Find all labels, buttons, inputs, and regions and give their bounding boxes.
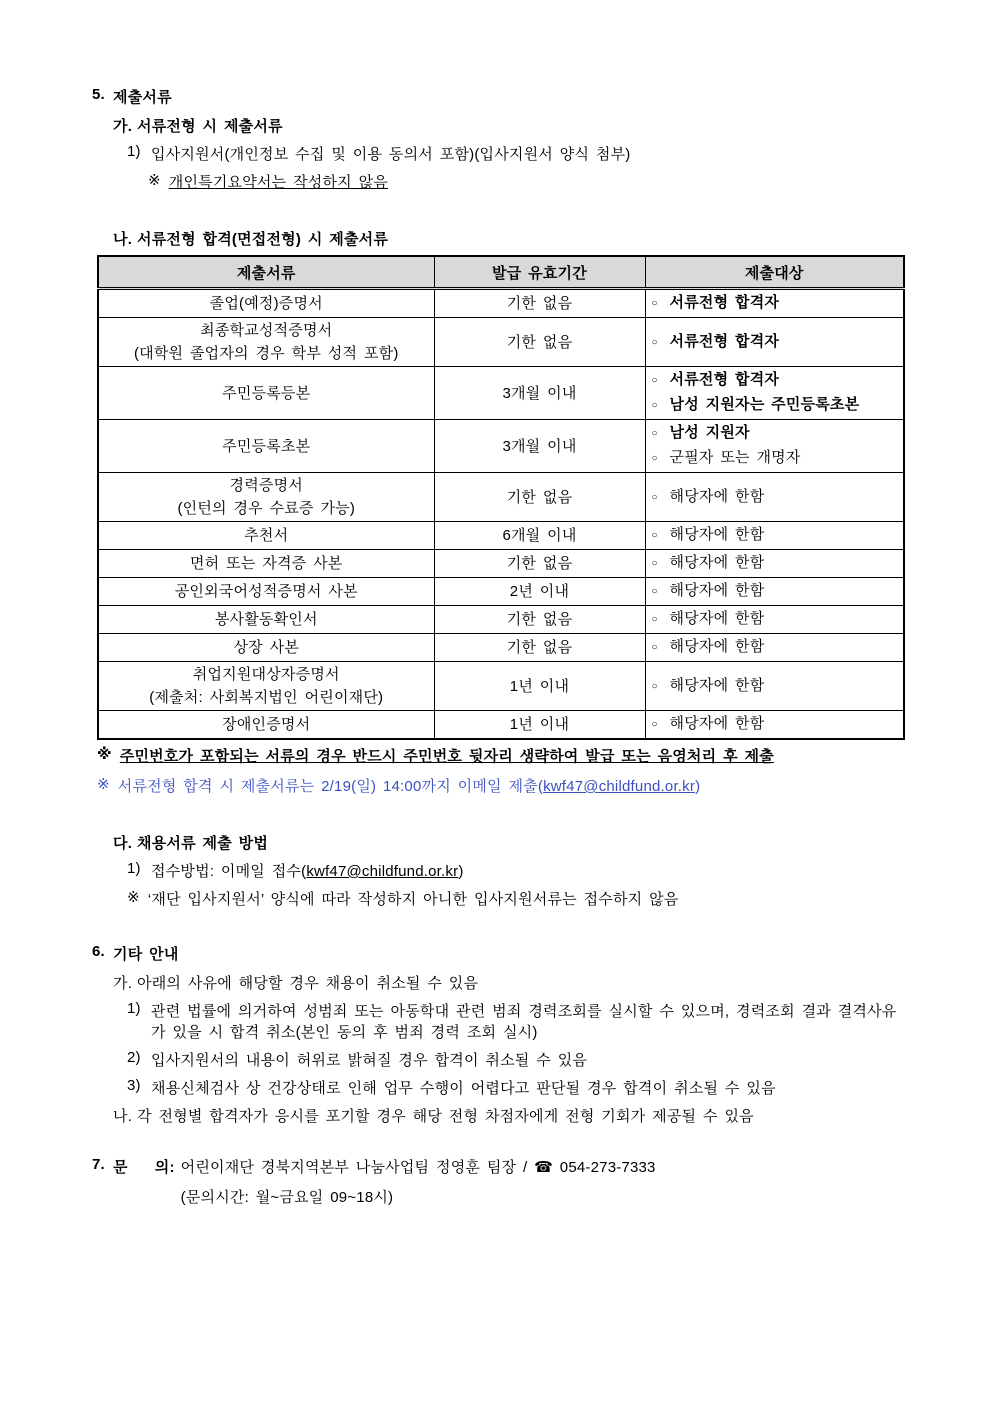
- document-name-cell: [98, 606, 434, 634]
- circle-bullet-icon: ○: [651, 375, 658, 386]
- reference-mark-icon: ※: [127, 889, 140, 906]
- target-line: [652, 485, 898, 510]
- document-name-line: (제출처: 사회복지법인 어린이재단): [149, 689, 384, 706]
- document-name-line: 최종학교성적증명서: [200, 322, 333, 339]
- target-line: [652, 421, 898, 446]
- section-number: 5.: [92, 86, 105, 103]
- item-number: 1): [127, 143, 141, 160]
- item-number: 1): [127, 860, 141, 877]
- item-text: [151, 860, 464, 881]
- target-text: 군필자 또는 개명자: [669, 449, 801, 466]
- item-number: 3): [127, 1077, 141, 1094]
- section-6-heading: [92, 943, 906, 964]
- circle-bullet-icon: ○: [651, 680, 658, 692]
- table-row: [98, 634, 904, 662]
- document-name-line: 주민등록초본: [222, 437, 311, 455]
- section-title: 제출서류: [113, 89, 172, 106]
- contact-details: [181, 1156, 656, 1207]
- circle-bullet-icon: ○: [651, 558, 658, 569]
- document-name-line: 공인외국어성적증명서 사본: [174, 583, 358, 600]
- target-cell: [645, 318, 904, 367]
- document-name-line: 봉사활동확인서: [214, 611, 318, 628]
- contact-hours: (문의시간: 월~금요일 09~18시): [180, 1189, 394, 1206]
- target-line: [652, 393, 898, 418]
- section-5-heading: [92, 86, 906, 107]
- validity-cell: 기한 없음: [434, 473, 645, 522]
- table-row: [98, 473, 904, 522]
- table-row: [98, 289, 904, 318]
- document-name-cell: [98, 420, 434, 473]
- validity-cell: 6개월 이내: [434, 522, 645, 550]
- target-line: [652, 368, 898, 393]
- circle-bullet-icon: ○: [651, 453, 658, 464]
- subsection-title: 서류전형 합격(면접전형) 시 제출서류: [137, 231, 389, 248]
- note-text: [118, 775, 701, 796]
- table-header-row: [98, 256, 904, 289]
- item-text: 입사지원서의 내용이 허위로 밝혀질 경우 합격이 취소될 수 있음: [151, 1052, 588, 1069]
- target-text: 서류전형 합격자: [669, 294, 780, 311]
- section-number: 6.: [92, 943, 105, 960]
- document-name-line: (인턴의 경우 수료증 가능): [177, 500, 356, 517]
- section-5b-heading: [92, 228, 906, 249]
- document-name-line: 주민등록등본: [222, 384, 311, 402]
- section-7-contact: [92, 1156, 906, 1207]
- section-5c-heading: [92, 832, 906, 853]
- section-5a-heading: [92, 115, 906, 136]
- section-6a-item-2: [92, 1049, 906, 1070]
- table-row: [98, 318, 904, 367]
- note-text: ‘재단 입사지원서’ 양식에 따라 작성하지 아니한 입사지원서류는 접수하지 않음: [147, 891, 679, 908]
- table-row: [98, 550, 904, 578]
- target-line: [652, 446, 898, 471]
- section-6b: [92, 1105, 906, 1126]
- target-cell: [645, 420, 904, 473]
- target-line: [652, 523, 898, 548]
- subsection-number: 나.: [113, 1108, 133, 1125]
- document-name-cell: [98, 473, 434, 522]
- table-row: [98, 662, 904, 711]
- validity-cell: 기한 없음: [434, 606, 645, 634]
- target-cell: [645, 522, 904, 550]
- target-text: 해당자에 한함: [669, 638, 765, 655]
- contact-text: 어린이재단 경북지역본부 나눔사업팀 정영훈 팀장 /: [180, 1159, 535, 1176]
- document-name-cell: [98, 550, 434, 578]
- column-header-validity: 발급 유효기간: [434, 256, 645, 289]
- subsection-number: 가.: [113, 118, 133, 135]
- target-line: [652, 674, 898, 699]
- table-note-deadline: [97, 775, 906, 796]
- target-text: 해당자에 한함: [669, 610, 765, 627]
- table-row: [98, 606, 904, 634]
- subsection-text: 아래의 사유에 해당할 경우 채용이 취소될 수 있음: [137, 975, 479, 992]
- target-cell: [645, 662, 904, 711]
- target-line: [652, 551, 898, 576]
- validity-cell: 기한 없음: [434, 318, 645, 367]
- target-text: 남성 지원자는 주민등록초본: [669, 396, 860, 413]
- table-row: [98, 522, 904, 550]
- target-text: 서류전형 합격자: [669, 371, 780, 388]
- section-5c-item-1: [92, 860, 906, 881]
- circle-bullet-icon: ○: [651, 336, 658, 348]
- note-suffix: ): [695, 778, 701, 795]
- document-name-cell: [98, 522, 434, 550]
- document-name-line: (대학원 졸업자의 경우 학부 성적 포함): [133, 345, 399, 362]
- section-title: 기타 안내: [113, 946, 179, 963]
- target-text: 해당자에 한함: [669, 715, 765, 732]
- target-text: 해당자에 한함: [669, 554, 765, 571]
- target-line: [652, 712, 898, 737]
- item-text: 채용신체검사 상 건강상태로 인해 업무 수행이 어렵다고 판단될 경우 합격이 취소될 수 있음: [151, 1080, 776, 1097]
- subsection-title: 서류전형 시 제출서류: [137, 118, 283, 135]
- note-text: 주민번호가 포함되는 서류의 경우 반드시 주민번호 뒷자리 생략하여 발급 또는 음영처리 후 제출: [119, 748, 774, 765]
- target-cell: [645, 634, 904, 662]
- section-6a: [92, 972, 906, 993]
- table-row: [98, 711, 904, 740]
- note-prefix: 서류전형 합격 시 제출서류는 2/19(일) 14:00까지 이메일 제출(: [117, 778, 544, 795]
- document-name-line: 추천서: [244, 527, 289, 544]
- circle-bullet-icon: ○: [651, 491, 658, 503]
- target-line: [652, 579, 898, 604]
- email-link[interactable]: kwf47@childfund.or.kr: [306, 863, 459, 880]
- validity-cell: 2년 이내: [434, 578, 645, 606]
- target-text: 서류전형 합격자: [669, 332, 780, 350]
- validity-cell: 3개월 이내: [434, 367, 645, 420]
- subsection-number: 다.: [113, 835, 133, 852]
- circle-bullet-icon: ○: [651, 586, 658, 597]
- validity-cell: 기한 없음: [434, 289, 645, 318]
- document-name-line: 상장 사본: [233, 639, 300, 656]
- subsection-number: 나.: [113, 231, 133, 248]
- document-name-cell: [98, 318, 434, 367]
- column-header-document: 제출서류: [98, 256, 434, 289]
- document-name-line: 장애인증명서: [222, 716, 311, 733]
- circle-bullet-icon: ○: [651, 614, 658, 625]
- section-5a-note: [92, 171, 906, 192]
- circle-bullet-icon: ○: [651, 530, 658, 541]
- contact-line: [181, 1156, 656, 1177]
- circle-bullet-icon: ○: [651, 642, 658, 653]
- target-text: 해당자에 한함: [669, 676, 765, 694]
- submission-documents-table: [97, 255, 905, 740]
- target-cell: [645, 550, 904, 578]
- document-name-line: 면허 또는 자격증 사본: [189, 555, 343, 572]
- target-text: 해당자에 한함: [669, 526, 765, 543]
- reference-mark-icon: ※: [97, 776, 110, 793]
- item-text: 관련 법률에 의거하여 성범죄 또는 아동학대 관련 범죄 경력조회를 실시할 수 있으며, 경력조회 결과 결격사유가 있을 시 합격 취소(본인 동의 후 범죄 경력 조회 실시): [151, 1003, 897, 1041]
- table-row: [98, 367, 904, 420]
- target-text: 해당자에 한함: [669, 582, 765, 599]
- validity-cell: 3개월 이내: [434, 420, 645, 473]
- phone-number: 054-273-7333: [553, 1159, 656, 1176]
- table-note-privacy: [97, 745, 906, 766]
- document-name-cell: [98, 634, 434, 662]
- phone-icon: ☎: [534, 1159, 554, 1176]
- circle-bullet-icon: ○: [651, 719, 658, 730]
- column-header-target: 제출대상: [645, 256, 904, 289]
- target-text: 남성 지원자: [669, 424, 750, 441]
- item-number: 1): [127, 1000, 141, 1017]
- contact-label: 문 의:: [113, 1159, 175, 1176]
- item-prefix: 접수방법: 이메일 접수(: [151, 863, 307, 880]
- validity-cell: 기한 없음: [434, 634, 645, 662]
- section-5a-item-1: [92, 143, 906, 164]
- item-text: 입사지원서(개인정보 수집 및 이용 동의서 포함)(입사지원서 양식 첨부): [151, 146, 631, 163]
- document-name-line: 취업지원대상자증명서: [192, 666, 340, 683]
- reference-mark-icon: ※: [97, 746, 112, 763]
- subsection-title: 채용서류 제출 방법: [137, 835, 269, 852]
- circle-bullet-icon: ○: [651, 400, 658, 411]
- validity-cell: 1년 이내: [434, 662, 645, 711]
- note-text: 개인특기요약서는 작성하지 않음: [168, 174, 388, 191]
- subsection-number: 가.: [113, 975, 133, 992]
- target-cell: [645, 473, 904, 522]
- circle-bullet-icon: ○: [651, 428, 658, 439]
- target-cell: [645, 711, 904, 740]
- table-row: [98, 420, 904, 473]
- document-name-cell: [98, 367, 434, 420]
- document-name-cell: [98, 578, 434, 606]
- table-row: [98, 578, 904, 606]
- validity-cell: 1년 이내: [434, 711, 645, 740]
- circle-bullet-icon: ○: [651, 298, 658, 309]
- document-name-line: 졸업(예정)증명서: [209, 295, 323, 312]
- target-cell: [645, 289, 904, 318]
- document-name-line: 경력증명서: [229, 477, 303, 494]
- section-6a-item-3: [92, 1077, 906, 1098]
- subsection-text: 각 전형별 합격자가 응시를 포기할 경우 해당 전형 차점자에게 전형 기회가 제공될 수 있음: [137, 1108, 754, 1125]
- target-line: [652, 330, 898, 355]
- target-line: [652, 635, 898, 660]
- target-cell: [645, 578, 904, 606]
- email-link[interactable]: kwf47@childfund.or.kr: [543, 778, 696, 795]
- section-5c-note: [92, 888, 906, 909]
- target-cell: [645, 606, 904, 634]
- section-number: 7.: [92, 1156, 105, 1173]
- section-6a-item-1: [92, 1000, 906, 1042]
- document-name-cell: [98, 711, 434, 740]
- target-cell: [645, 367, 904, 420]
- item-number: 2): [127, 1049, 141, 1066]
- target-line: [652, 607, 898, 632]
- document-name-cell: [98, 289, 434, 318]
- item-suffix: ): [458, 863, 464, 880]
- reference-mark-icon: ※: [148, 172, 161, 189]
- validity-cell: 기한 없음: [434, 550, 645, 578]
- document-name-cell: [98, 662, 434, 711]
- target-text: 해당자에 한함: [669, 487, 765, 505]
- target-line: [652, 291, 898, 316]
